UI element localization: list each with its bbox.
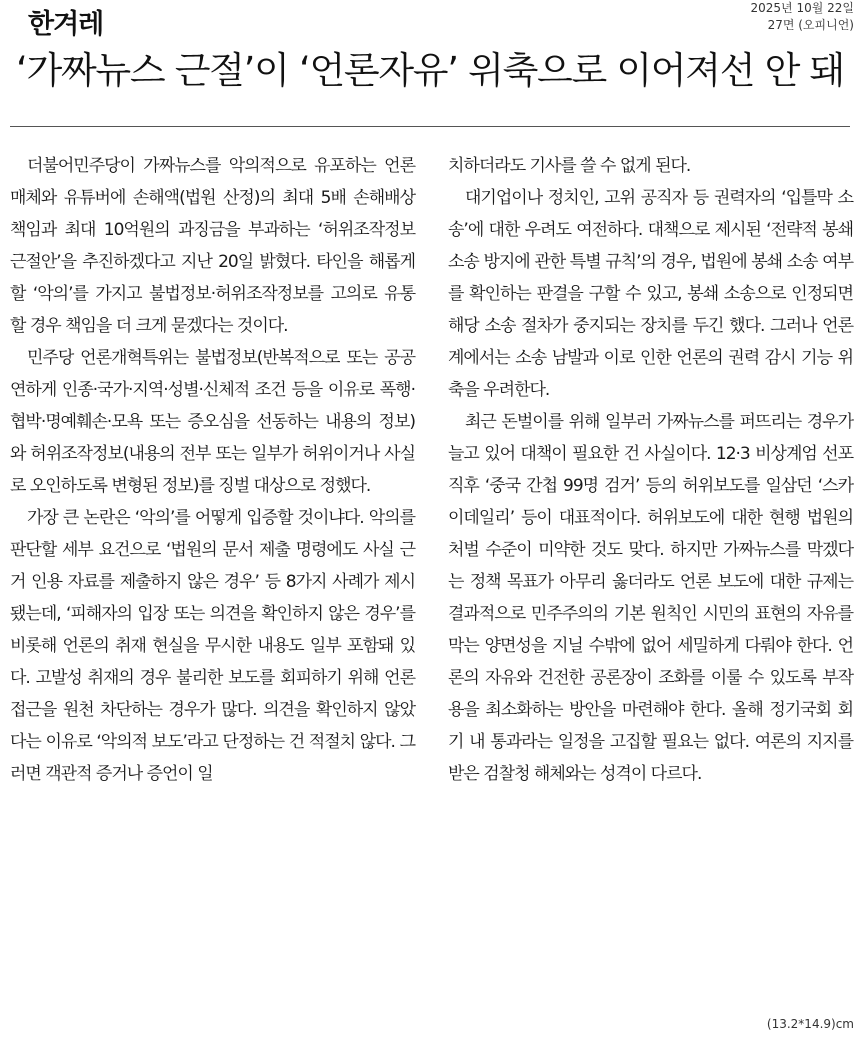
paragraph: 최근 돈벌이를 위해 일부러 가짜뉴스를 퍼뜨리는 경우가 늘고 있어 대책이 필요한 건 사실이다. 12·3 비상계엄 선포 직후 ‘중국 간첩 99명 검거’ 등의 허위보도를 일삼던 ‘스카이데일리’ 등이 대표적이다. 허위보도에 대한 현행 법원의 처벌 수준이 미약한 것도 맞다. 하지만 가짜뉴스를 막겠다는 정책 목표가 아무리 옳더라도 언론 보도에 대한 규제는 결과적으로 민주주의의 기본 원칙인 시민의 표현의 자유를 막는 양면성을 지닐 수밖에 없어 세밀하게 다뤄야 한다. 언론의 자유와 건전한 공론장이 조화를 이룰 수 있도록 부작용을 최소화하는 방안을 마련해야 한다. 올해 정기국회 회기 내 통과라는 일정을 고집할 필요는 없다. 여론의 지지를 받은 검찰청 해체와는 성격이 다르다. <box>448 412 853 784</box>
paragraph: 더불어민주당이 가짜뉴스를 악의적으로 유포하는 언론 매체와 유튜버에 손해액(법원 산정)의 최대 5배 손해배상 책임과 최대 10억원의 과징금을 부과하는 ‘허위조작정보 근절안’을 추진하겠다고 지난 20일 밝혔다. 타인을 해롭게 할 ‘악의’를 가지고 불법정보·허위조작정보를 고의로 유통할 경우 책임을 더 크게 묻겠다는 것이다. <box>10 156 415 336</box>
paragraph: 가장 큰 논란은 ‘악의’를 어떻게 입증할 것이냐다. 악의를 판단할 세부 요건으로 ‘법원의 문서 제출 명령에도 사실 근거 인용 자료를 제출하지 않은 경우’ 등 8가지 사례가 제시됐는데, ‘피해자의 입장 또는 의견을 확인하지 않은 경우’를 비롯해 언론의 취재 현실을 무시한 내용도 일부 포함돼 있다. 고발성 취재의 경우 불리한 보도를 회피하기 위해 언론 접근을 원천 차단하는 경우가 많다. 의견을 확인하지 않았다는 이유로 ‘악의적 보도’라고 단정하는 건 적절치 않다. 그러면 객관적 증거나 증언이 일 <box>10 508 415 784</box>
page-section: 27면 (오피니언) <box>767 18 854 32</box>
publish-date: 2025년 10월 22일 <box>750 1 854 15</box>
clipping-size-note: (13.2*14.9)cm <box>766 1017 854 1031</box>
paragraph: 대기업이나 정치인, 고위 공직자 등 권력자의 ‘입틀막 소송’에 대한 우려도 여전하다. 대책으로 제시된 ‘전략적 봉쇄 소송 방지에 관한 특별 규칙’의 경우, 법원에 봉쇄 소송 여부를 확인하는 판결을 구할 수 있고, 봉쇄 소송으로 인정되면 해당 소송 절차가 중지되는 장치를 두긴 했다. 그러나 언론계에서는 소송 남발과 이로 인한 언론의 권력 감시 기능 위축을 우려한다. <box>448 188 853 400</box>
headline-divider <box>10 126 850 127</box>
article-column-left <box>10 150 415 790</box>
paragraph: 치하더라도 기사를 쓸 수 없게 된다. <box>448 156 691 176</box>
article-headline: ‘가짜뉴스 근절’이 ‘언론자유’ 위축으로 이어져선 안 돼 <box>16 49 844 92</box>
newspaper-logo: 한겨레 <box>28 9 104 40</box>
article-column-right <box>448 150 853 790</box>
dateline <box>751 0 854 34</box>
paragraph: 민주당 언론개혁특위는 불법정보(반복적으로 또는 공공연하게 인종·국가·지역·성별·신체적 조건 등을 이유로 폭행·협박·명예훼손·모욕 또는 증오심을 선동하는 내용의 정보)와 허위조작정보(내용의 전부 또는 일부가 허위이거나 사실로 오인하도록 변형된 정보)를 징벌 대상으로 정했다. <box>10 348 415 496</box>
